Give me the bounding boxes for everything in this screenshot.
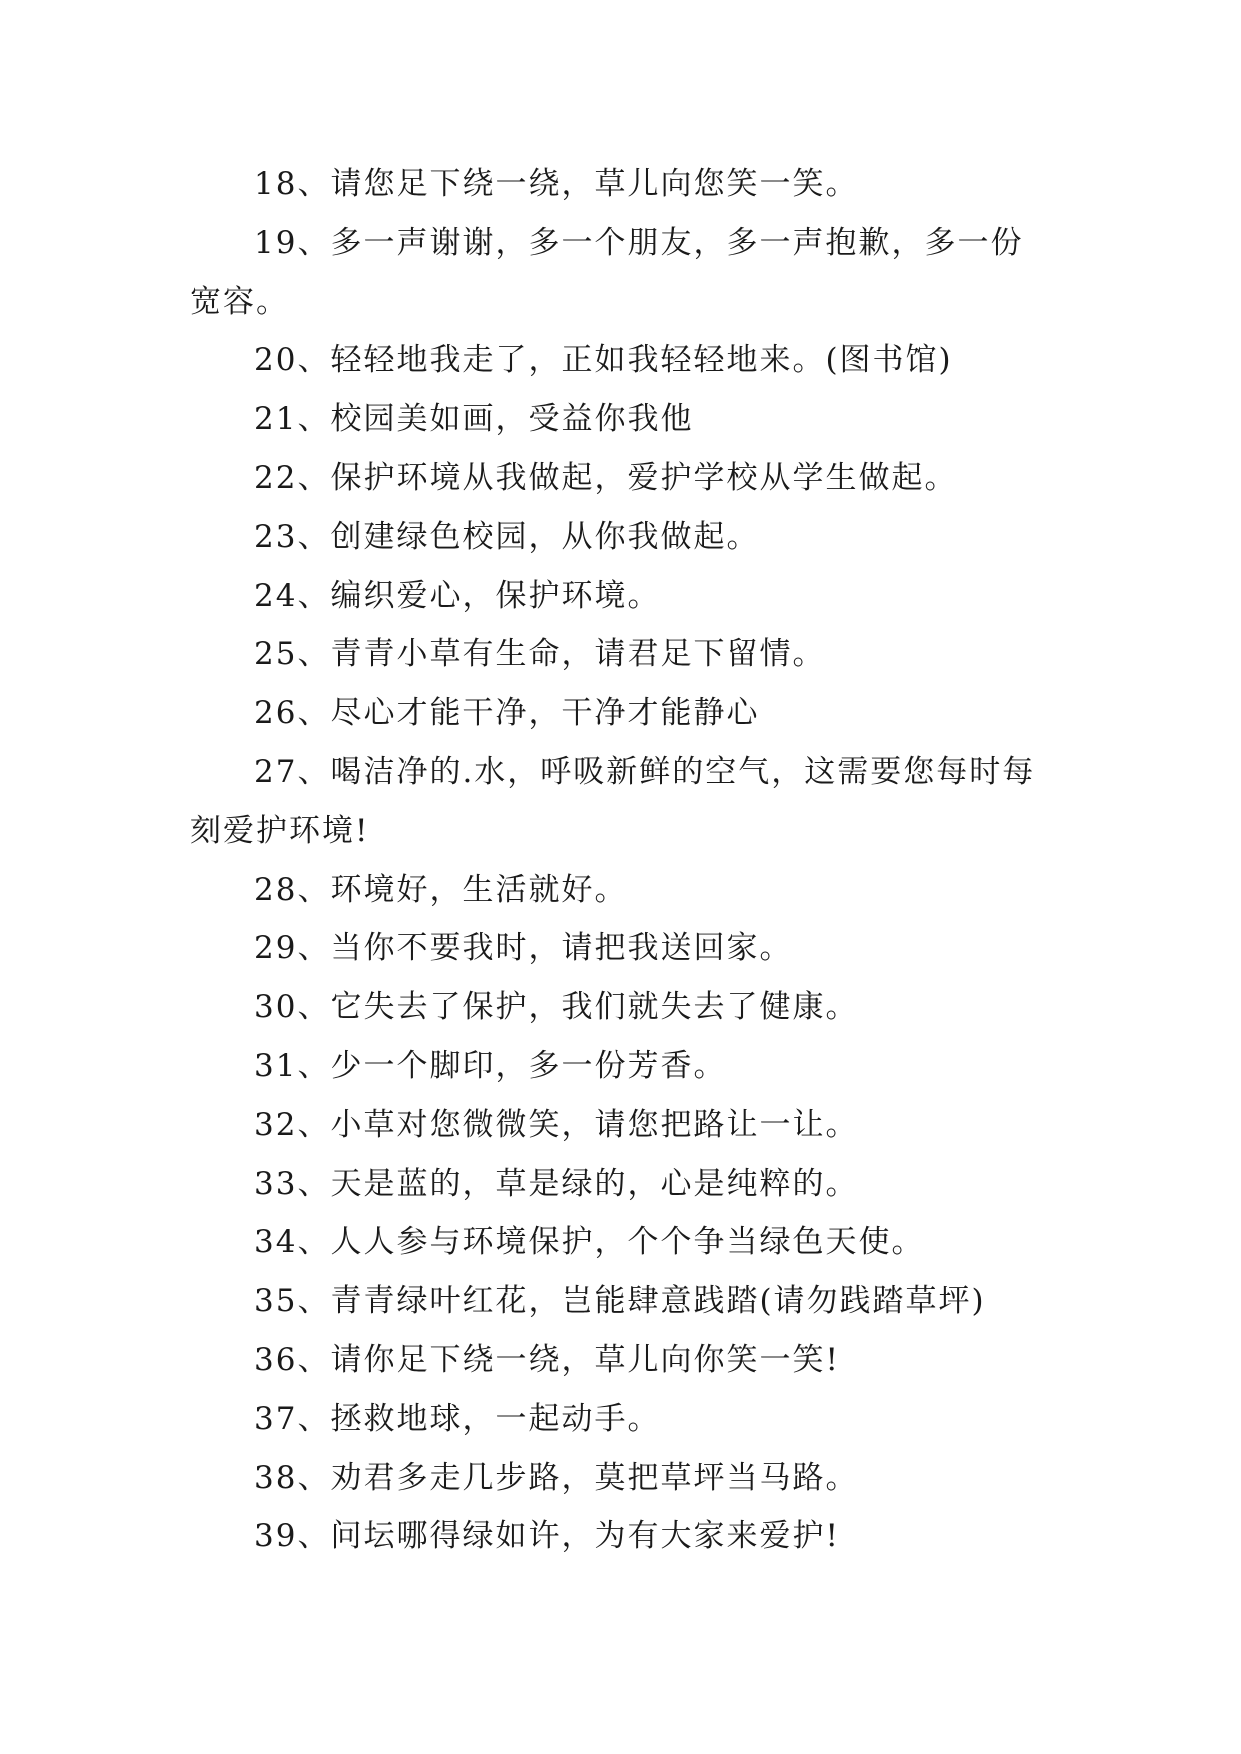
item-text: 编织爱心，保护环境。 xyxy=(330,577,661,614)
item-text: 尽心才能干净，干净才能静心 xyxy=(330,695,760,732)
item-text: 喝洁净的.水，呼吸新鲜的空气，这需要您每时每刻爱护环境! xyxy=(190,753,1036,849)
item-number: 24 xyxy=(254,577,298,614)
item-separator: 、 xyxy=(297,401,331,438)
document-body xyxy=(190,155,1050,1566)
item-separator: 、 xyxy=(297,224,331,261)
item-text: 轻轻地我走了，正如我轻轻地来。(图书馆) xyxy=(330,342,953,379)
item-separator: 、 xyxy=(297,930,331,967)
list-item xyxy=(190,449,1050,508)
list-item xyxy=(190,1507,1050,1566)
item-text: 多一声谢谢，多一个朋友，多一声抱歉，多一份宽容。 xyxy=(190,224,1024,320)
item-number: 33 xyxy=(254,1165,298,1202)
list-item xyxy=(190,1331,1050,1390)
item-number: 25 xyxy=(254,636,298,673)
item-number: 20 xyxy=(254,342,298,379)
item-separator: 、 xyxy=(297,1106,331,1143)
item-text: 请您足下绕一绕，草儿向您笑一笑。 xyxy=(330,166,859,202)
item-text: 青青小草有生命，请君足下留情。 xyxy=(330,636,826,673)
item-number: 23 xyxy=(254,518,298,555)
item-number: 38 xyxy=(254,1459,298,1496)
item-separator: 、 xyxy=(297,1518,331,1555)
item-separator: 、 xyxy=(297,342,331,379)
list-item xyxy=(190,1213,1050,1272)
list-item xyxy=(190,743,1050,861)
item-separator: 、 xyxy=(297,1047,331,1084)
item-separator: 、 xyxy=(297,1165,331,1202)
list-item xyxy=(190,1390,1050,1449)
item-number: 37 xyxy=(254,1400,298,1437)
item-separator: 、 xyxy=(297,1224,331,1261)
item-separator: 、 xyxy=(297,1341,331,1378)
list-item xyxy=(190,919,1050,978)
item-number: 34 xyxy=(254,1224,298,1261)
list-item xyxy=(190,390,1050,449)
item-text: 青青绿叶红花，岂能肆意践踏(请勿践踏草坪) xyxy=(330,1283,986,1320)
item-text: 环境好，生活就好。 xyxy=(330,871,628,908)
item-text: 劝君多走几步路，莫把草坪当马路。 xyxy=(330,1459,859,1496)
item-separator: 、 xyxy=(297,1283,331,1320)
item-number: 26 xyxy=(254,695,298,732)
item-separator: 、 xyxy=(297,577,331,614)
list-item xyxy=(190,567,1050,626)
item-number: 29 xyxy=(254,930,298,967)
item-text: 创建绿色校园，从你我做起。 xyxy=(330,518,760,555)
item-text: 请你足下绕一绕，草儿向你笑一笑! xyxy=(330,1341,840,1378)
item-number: 30 xyxy=(254,989,298,1026)
item-number: 21 xyxy=(254,401,298,438)
list-item xyxy=(190,1155,1050,1214)
list-item xyxy=(190,861,1050,920)
item-text: 天是蓝的，草是绿的，心是纯粹的。 xyxy=(330,1165,859,1202)
item-text: 少一个脚印，多一份芳香。 xyxy=(330,1047,727,1084)
list-item xyxy=(190,1272,1050,1331)
item-separator: 、 xyxy=(297,1400,331,1437)
list-item xyxy=(190,1096,1050,1155)
item-separator: 、 xyxy=(297,753,331,790)
item-number: 22 xyxy=(254,459,298,496)
list-item xyxy=(190,155,1050,214)
list-item xyxy=(190,978,1050,1037)
item-separator: 、 xyxy=(297,636,331,673)
item-number: 19 xyxy=(254,224,298,261)
list-item xyxy=(190,508,1050,567)
item-text: 保护环境从我做起，爱护学校从学生做起。 xyxy=(330,459,958,496)
item-number: 36 xyxy=(254,1341,298,1378)
list-item xyxy=(190,214,1050,332)
list-item xyxy=(190,331,1050,390)
item-separator: 、 xyxy=(297,871,331,908)
item-separator: 、 xyxy=(297,166,331,202)
item-number: 18 xyxy=(254,166,298,202)
item-number: 35 xyxy=(254,1283,298,1320)
item-number: 31 xyxy=(254,1047,298,1084)
item-text: 问坛哪得绿如许，为有大家来爱护! xyxy=(330,1518,840,1555)
item-text: 小草对您微微笑，请您把路让一让。 xyxy=(330,1106,859,1143)
list-item xyxy=(190,1037,1050,1096)
item-number: 39 xyxy=(254,1518,298,1555)
item-separator: 、 xyxy=(297,459,331,496)
list-item xyxy=(190,625,1050,684)
list-item xyxy=(190,1449,1050,1508)
item-number: 27 xyxy=(254,753,298,790)
item-number: 28 xyxy=(254,871,298,908)
item-text: 拯救地球，一起动手。 xyxy=(330,1400,661,1437)
item-separator: 、 xyxy=(297,695,331,732)
item-text: 当你不要我时，请把我送回家。 xyxy=(330,930,793,967)
item-text: 人人参与环境保护，个个争当绿色天使。 xyxy=(330,1224,925,1261)
item-separator: 、 xyxy=(297,1459,331,1496)
item-separator: 、 xyxy=(297,989,331,1026)
list-item xyxy=(190,684,1050,743)
item-text: 校园美如画，受益你我他 xyxy=(330,401,694,438)
item-separator: 、 xyxy=(297,518,331,555)
item-text: 它失去了保护，我们就失去了健康。 xyxy=(330,989,859,1026)
item-number: 32 xyxy=(254,1106,298,1143)
